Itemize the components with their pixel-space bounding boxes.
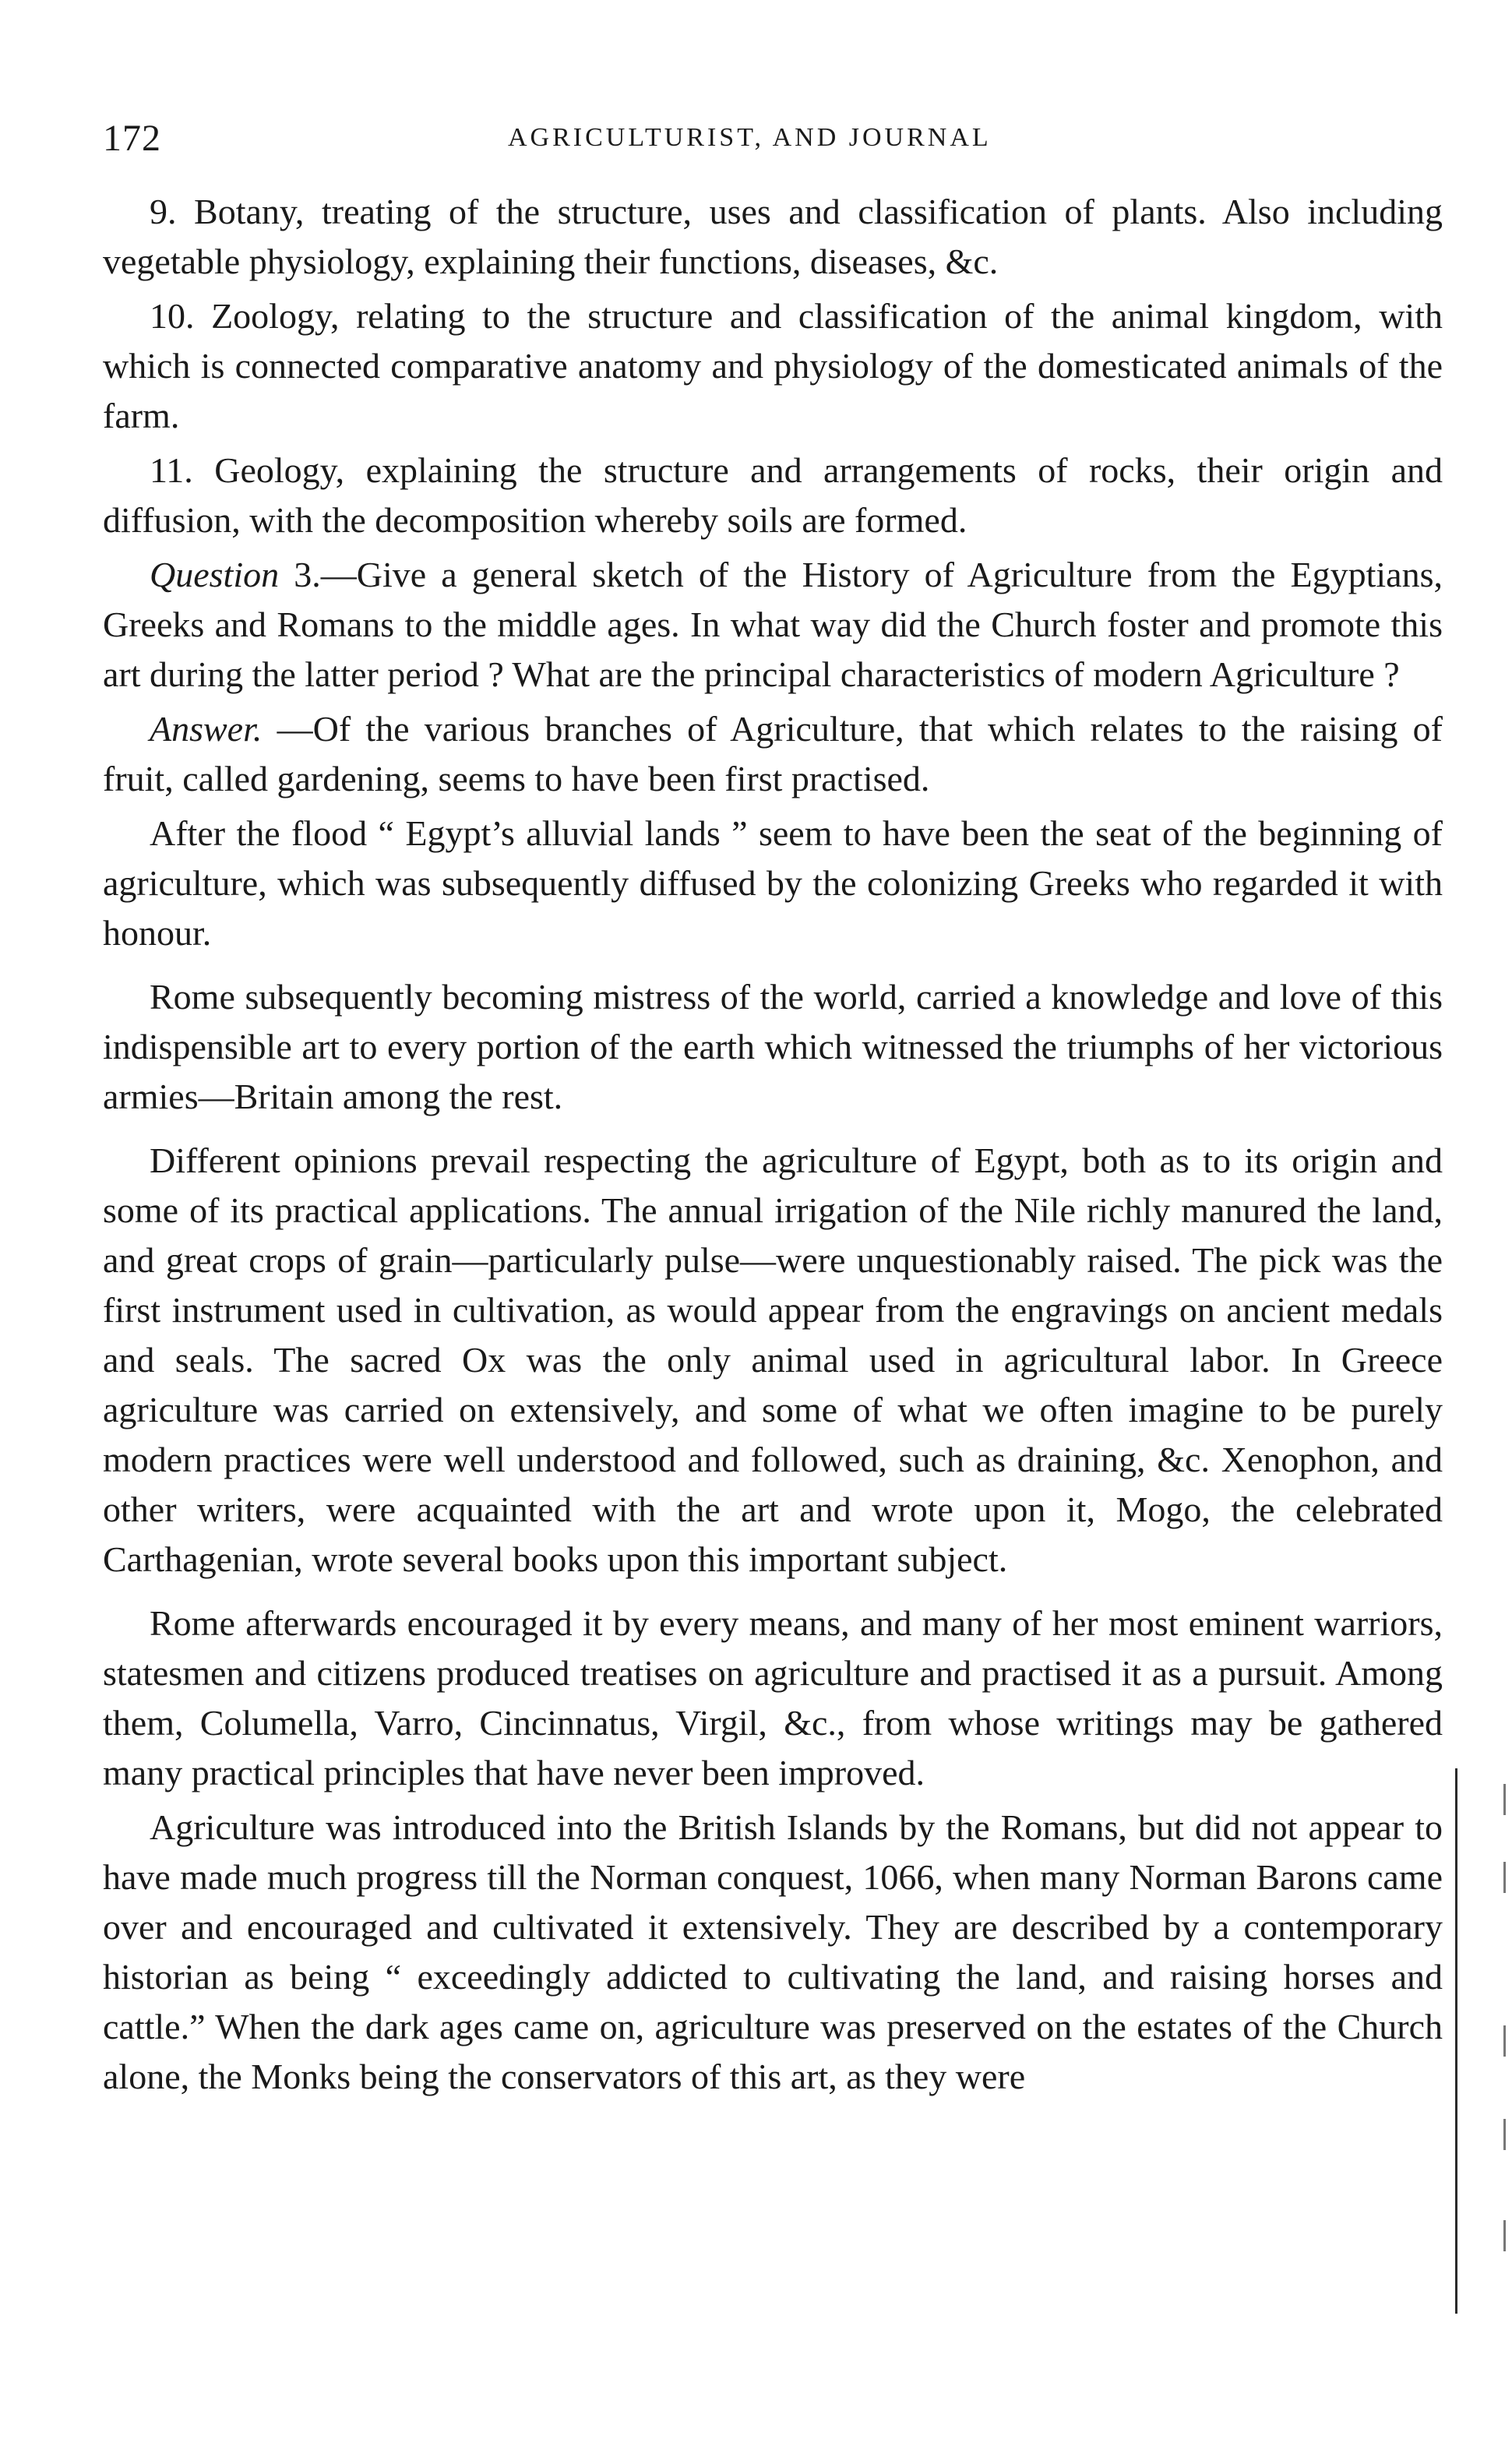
running-head: AGRICULTURIST, AND JOURNAL <box>508 123 992 152</box>
paragraph-egypt-flood <box>103 809 1443 958</box>
paragraph-rome-afterwards <box>103 1599 1443 1798</box>
paragraph-text: 11. Geology, explaining the structure and arrangements of rocks, their origin and diffusion, with the decomposition whereby soils are formed. <box>103 450 1443 540</box>
paragraph-answer <box>103 704 1443 804</box>
paragraph-text: 3.—Give a general sketch of the History of Agriculture from the Egyptians, Greeks and Romans to the middle ages. In what way did the Church foster and promote this art during the latter period ? What are the principal characteristics of modern Agriculture ? <box>103 555 1443 694</box>
paragraph-text: Rome afterwards encouraged it by every means, and many of her most eminent warriors, statesmen and citizens produced treatises on agriculture and practised it as a pursuit. Among them, Columella, Varro, Cincinnatus, Virgil, &c., from whose writings may be gathered many practical principles that have never been improved. <box>103 1603 1443 1792</box>
margin-mark <box>1503 2025 1506 2057</box>
answer-label: Answer. <box>150 709 263 749</box>
margin-mark <box>1503 1862 1506 1893</box>
body-text <box>103 187 1443 2106</box>
paragraph-question <box>103 550 1443 700</box>
paragraph-text: Agriculture was introduced into the British Islands by the Romans, but did not appear to have made much progress till the Norman conquest, 1066, when many Norman Barons came over and encouraged and cultivated it extensively. They are described by a contemporary historian as being “ exceedingly addicted to cultivating the land, and raising horses and cattle.” When the dark ages came on, agriculture was preserved on the estates of the Church alone, the Monks being the conservators of this art, as they were <box>103 1807 1443 2096</box>
paragraph-british-islands <box>103 1803 1443 2102</box>
paragraph-zoology <box>103 291 1443 441</box>
margin-mark <box>1503 2220 1506 2251</box>
paragraph-geology <box>103 446 1443 545</box>
margin-mark <box>1503 2119 1506 2150</box>
page-number: 172 <box>103 118 161 159</box>
paragraph-text: Rome subsequently becoming mistress of the world, carried a knowledge and love of this indispensible art to every portion of the earth which witnessed the triumphs of her victorious armies—Britain among the rest. <box>103 977 1443 1116</box>
paragraph-text: —Of the various branches of Agriculture, that which relates to the raising of fruit, called gardening, seems to have been first practised. <box>103 709 1443 798</box>
paragraph-botany <box>103 187 1443 287</box>
paragraph-text: Different opinions prevail respecting the agriculture of Egypt, both as to its origin and some of its practical applications. The annual irrigation of the Nile richly manured the land, and great crops of grain—particularly pulse—were unquestionably raised. The pick was the first instrument used in cultivation, as would appear from the engravings on ancient medals and seals. The sacred Ox was the only animal used in agricultural labor. In Greece agriculture was carried on extensively, and some of what we often imagine to be purely modern practices were well understood and followed, such as draining, &c. Xenophon, and other writers, were acquainted with the art and wrote upon it, Mogo, the celebrated Carthagenian, wrote several books upon this important subject. <box>103 1140 1443 1579</box>
paragraph-text: 9. Botany, treating of the structure, uses and classification of plants. Also including vegetable physiology, explaining their functions, diseases, &c. <box>103 192 1443 281</box>
paragraph-different-opinions <box>103 1136 1443 1585</box>
paragraph-rome-mistress <box>103 972 1443 1122</box>
margin-mark <box>1503 1784 1506 1815</box>
paragraph-text: After the flood “ Egypt’s alluvial lands ” seem to have been the seat of the beginning of agriculture, which was subsequently diffused by the colonizing Greeks who regarded it with honour. <box>103 813 1443 953</box>
binding-edge-rule <box>1455 1768 1457 2314</box>
paragraph-text: 10. Zoology, relating to the structure and classification of the animal kingdom, with which is connected comparative anatomy and physiology of the domesticated animals of the farm. <box>103 296 1443 435</box>
question-label: Question <box>150 555 280 594</box>
page-header <box>103 117 1427 164</box>
